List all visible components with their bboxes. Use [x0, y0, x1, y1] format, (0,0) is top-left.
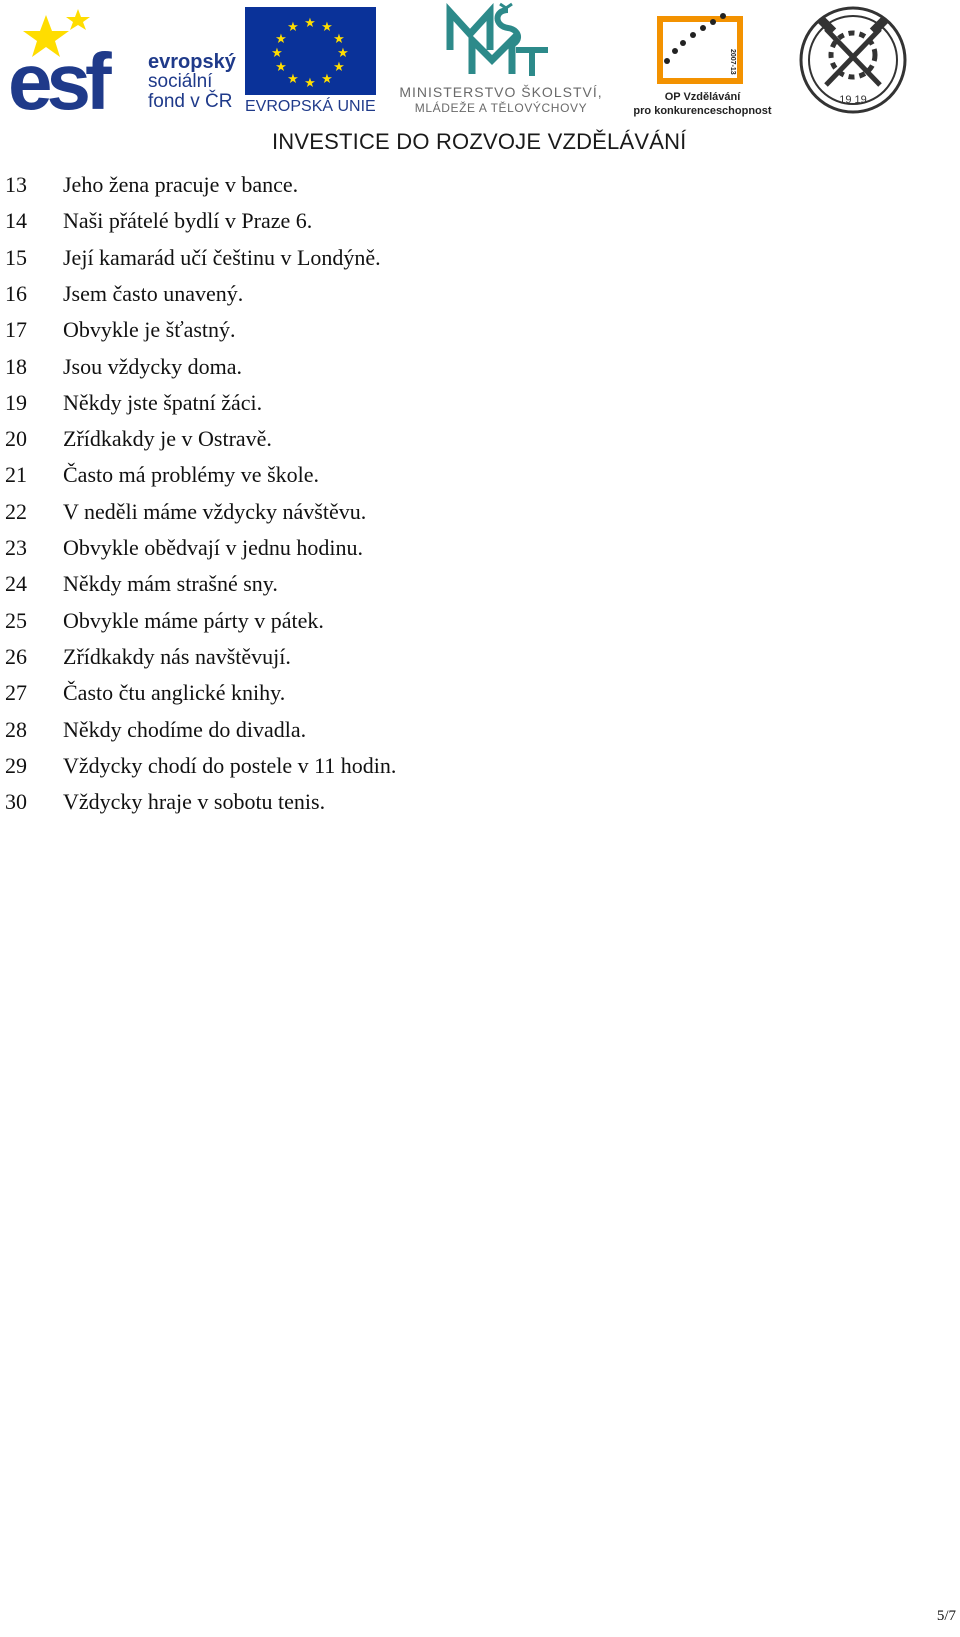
list-item — [0, 789, 900, 825]
list-item — [0, 608, 900, 644]
svg-text:★: ★ — [321, 20, 333, 35]
list-item — [0, 172, 900, 208]
item-sentence: V neděli máme vždycky návštěvu. — [63, 498, 367, 524]
item-number: 19 — [5, 389, 27, 415]
eu-flag-icon — [245, 7, 376, 95]
item-number: 13 — [5, 172, 27, 197]
svg-text:★: ★ — [287, 72, 299, 87]
gear-hammer-seal-icon — [798, 5, 908, 115]
item-sentence: Jsem často unavený. — [63, 280, 244, 306]
item-sentence: Někdy mám strašné sny. — [63, 571, 278, 597]
op-line-2: pro konkurenceschopnost — [633, 105, 772, 117]
item-sentence: Obvykle obědvají v jednu hodinu. — [63, 535, 364, 560]
item-number: 23 — [5, 535, 27, 560]
item-sentence: Obvykle máme párty v pátek. — [63, 607, 324, 633]
item-number: 30 — [5, 789, 27, 815]
esf-wordmark — [148, 52, 236, 112]
item-number: 17 — [5, 317, 27, 343]
list-item — [0, 426, 900, 462]
list-item — [0, 317, 900, 353]
item-number: 16 — [5, 280, 27, 306]
page-number: 5/7 — [936, 1608, 956, 1624]
item-sentence: Zřídkakdy je v Ostravě. — [63, 426, 272, 452]
item-sentence: Jsou vždycky doma. — [63, 353, 243, 379]
op-years: 2007-13 — [729, 49, 736, 75]
item-number: 28 — [5, 716, 27, 742]
esf-logo — [8, 7, 236, 112]
item-number: 29 — [5, 752, 27, 778]
svg-text:★: ★ — [333, 32, 345, 47]
item-sentence: Jeho žena pracuje v bance. — [63, 172, 299, 197]
list-item — [0, 281, 900, 317]
item-sentence: Někdy chodíme do divadla. — [63, 716, 307, 742]
item-number: 26 — [5, 643, 27, 669]
item-number: 14 — [5, 208, 27, 234]
item-number: 24 — [5, 571, 27, 597]
item-number: 21 — [5, 462, 27, 488]
item-sentence: Často čtu anglické knihy. — [63, 680, 286, 706]
eu-label: EVROPSKÁ UNIE — [245, 98, 376, 115]
item-sentence: Zřídkakdy nás navštěvují. — [63, 643, 291, 669]
list-item — [0, 753, 900, 789]
svg-text:★: ★ — [321, 72, 333, 87]
list-item — [0, 390, 900, 426]
esf-mark-icon — [8, 7, 148, 112]
eu-logo — [245, 7, 376, 115]
item-number: 25 — [5, 607, 27, 633]
list-item — [0, 354, 900, 390]
list-item — [0, 462, 900, 498]
msmt-logo — [386, 2, 616, 114]
svg-text:★: ★ — [304, 16, 316, 31]
op-mark-icon — [625, 5, 780, 89]
item-number: 18 — [5, 353, 27, 379]
svg-text:esf: esf — [8, 37, 106, 112]
esf-line-1: evropský — [148, 51, 236, 73]
svg-text:★: ★ — [275, 60, 287, 75]
seal-year: 19 19 — [839, 94, 867, 106]
esf-line-2: sociální — [148, 71, 213, 92]
msmt-mark-icon — [386, 2, 616, 82]
svg-text:★: ★ — [304, 76, 316, 91]
item-number: 27 — [5, 680, 27, 706]
item-sentence: Obvykle je šťastný. — [63, 317, 236, 343]
svg-text:★: ★ — [287, 20, 299, 35]
list-item — [0, 571, 900, 607]
op-line-1: OP Vzdělávání — [664, 91, 741, 103]
list-item — [0, 680, 900, 716]
esf-line-3: fond v ČR — [148, 91, 233, 112]
school-seal-logo — [798, 5, 908, 115]
svg-text:★: ★ — [333, 60, 345, 75]
item-sentence: Její kamarád učí češtinu v Londýně. — [63, 244, 381, 270]
list-item — [0, 499, 900, 535]
item-sentence: Někdy jste špatní žáci. — [63, 389, 263, 415]
list-item — [0, 535, 900, 571]
item-number: 15 — [5, 244, 27, 270]
item-sentence: Naši přátelé bydlí v Praze 6. — [63, 208, 313, 234]
svg-text:★: ★ — [337, 46, 349, 61]
item-sentence: Vždycky chodí do postele v 11 hodin. — [63, 752, 397, 778]
op-logo — [625, 5, 780, 117]
list-item — [0, 208, 900, 244]
msmt-line-2: MLÁDEŽE A TĚLOVÝCHOVY — [414, 101, 588, 115]
item-sentence: Často má problémy ve škole. — [63, 462, 320, 488]
list-item — [0, 644, 900, 680]
logo-header — [0, 0, 960, 165]
svg-text:★: ★ — [275, 32, 287, 47]
list-item — [0, 717, 900, 753]
tagline: INVESTICE DO ROZVOJE VZDĚLÁVÁNÍ — [272, 129, 687, 154]
item-number: 22 — [5, 498, 27, 524]
item-number: 20 — [5, 426, 27, 452]
msmt-line-1: MINISTERSTVO ŠKOLSTVÍ, — [399, 84, 603, 100]
svg-text:★: ★ — [271, 46, 283, 61]
list-item — [0, 245, 900, 281]
item-sentence: Vždycky hraje v sobotu tenis. — [63, 789, 326, 815]
